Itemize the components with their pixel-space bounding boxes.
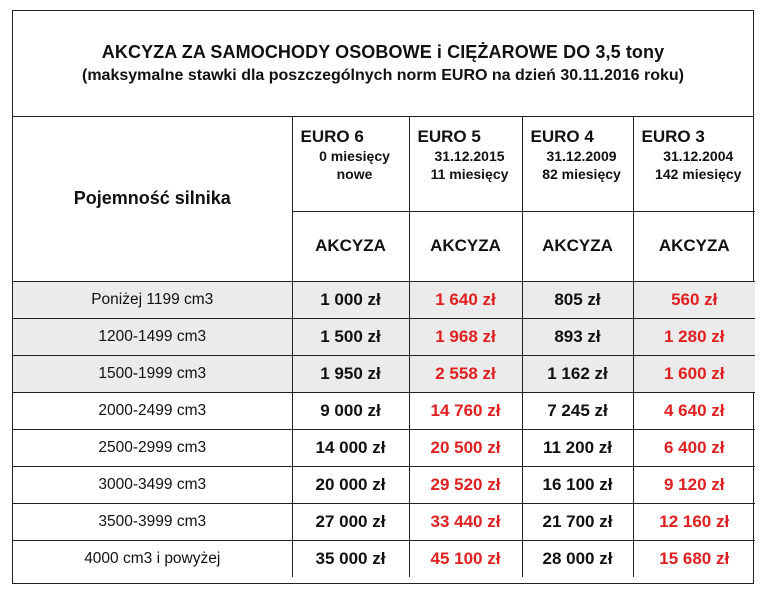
title-main: AKCYZA ZA SAMOCHODY OSOBOWE i CIĘŻAROWE DO 3,5 tony [101, 42, 665, 62]
euro6-value: 1 500 zł [292, 318, 409, 355]
euro5-value: 1 968 zł [409, 318, 522, 355]
table-row [13, 466, 755, 503]
title-box [13, 11, 753, 117]
table-row [13, 355, 755, 392]
euro6-value: 1 950 zł [292, 355, 409, 392]
euro5-value: 45 100 zł [409, 540, 522, 577]
euro4-sub2: 82 miesięcy [542, 166, 621, 182]
engine-capacity-label: 3500-3999 cm3 [13, 503, 292, 540]
excise-table [13, 117, 755, 577]
euro3-header [633, 117, 755, 211]
excise-table-sheet [12, 10, 754, 584]
euro6-sub2: nowe [336, 166, 373, 182]
euro3-name: EURO 3 [641, 127, 705, 146]
euro4-akcyza-header: AKCYZA [522, 211, 633, 281]
euro3-value: 6 400 zł [633, 429, 755, 466]
euro4-value: 893 zł [522, 318, 633, 355]
euro5-sub2: 11 miesięcy [430, 166, 509, 182]
euro5-sub1: 31.12.2015 [434, 148, 505, 164]
euro4-value: 805 zł [522, 281, 633, 318]
euro6-akcyza-header: AKCYZA [292, 211, 409, 281]
table-row [13, 429, 755, 466]
euro6-name: EURO 6 [300, 127, 364, 146]
euro4-value: 16 100 zł [522, 466, 633, 503]
engine-capacity-label: 2500-2999 cm3 [13, 429, 292, 466]
euro4-value: 11 200 zł [522, 429, 633, 466]
engine-capacity-label: Poniżej 1199 cm3 [13, 281, 292, 318]
euro4-header [522, 117, 633, 211]
table-row [13, 318, 755, 355]
euro6-value: 1 000 zł [292, 281, 409, 318]
header-row-euro [13, 117, 755, 211]
euro6-value: 14 000 zł [292, 429, 409, 466]
euro5-value: 29 520 zł [409, 466, 522, 503]
engine-capacity-header: Pojemność silnika [13, 117, 292, 281]
table-row [13, 540, 755, 577]
engine-capacity-label: 3000-3499 cm3 [13, 466, 292, 503]
euro6-value: 35 000 zł [292, 540, 409, 577]
euro3-sub2: 142 miesięcy [655, 166, 742, 182]
euro6-header [292, 117, 409, 211]
euro3-value: 560 zł [633, 281, 755, 318]
euro3-akcyza-header: AKCYZA [633, 211, 755, 281]
engine-capacity-label: 1500-1999 cm3 [13, 355, 292, 392]
euro6-value: 9 000 zł [292, 392, 409, 429]
euro5-value: 33 440 zł [409, 503, 522, 540]
euro5-value: 1 640 zł [409, 281, 522, 318]
euro3-value: 1 600 zł [633, 355, 755, 392]
euro4-name: EURO 4 [530, 127, 594, 146]
euro5-akcyza-header: AKCYZA [409, 211, 522, 281]
euro3-value: 12 160 zł [633, 503, 755, 540]
euro5-header [409, 117, 522, 211]
engine-capacity-label: 1200-1499 cm3 [13, 318, 292, 355]
euro4-sub1: 31.12.2009 [546, 148, 617, 164]
euro5-value: 20 500 zł [409, 429, 522, 466]
title-subtitle: (maksymalne stawki dla poszczególnych norm EURO na dzień 30.11.2016 roku) [82, 67, 684, 84]
euro6-sub1: 0 miesięcy [319, 148, 390, 164]
engine-capacity-label: 4000 cm3 i powyżej [13, 540, 292, 577]
euro5-name: EURO 5 [417, 127, 481, 146]
table-row [13, 392, 755, 429]
euro4-value: 7 245 zł [522, 392, 633, 429]
euro4-value: 28 000 zł [522, 540, 633, 577]
euro5-value: 2 558 zł [409, 355, 522, 392]
table-row [13, 503, 755, 540]
euro3-value: 15 680 zł [633, 540, 755, 577]
euro4-value: 21 700 zł [522, 503, 633, 540]
engine-capacity-label: 2000-2499 cm3 [13, 392, 292, 429]
euro3-value: 9 120 zł [633, 466, 755, 503]
euro4-value: 1 162 zł [522, 355, 633, 392]
euro3-sub1: 31.12.2004 [663, 148, 734, 164]
euro5-value: 14 760 zł [409, 392, 522, 429]
euro3-value: 1 280 zł [633, 318, 755, 355]
euro6-value: 20 000 zł [292, 466, 409, 503]
euro3-value: 4 640 zł [633, 392, 755, 429]
table-row [13, 281, 755, 318]
euro6-value: 27 000 zł [292, 503, 409, 540]
